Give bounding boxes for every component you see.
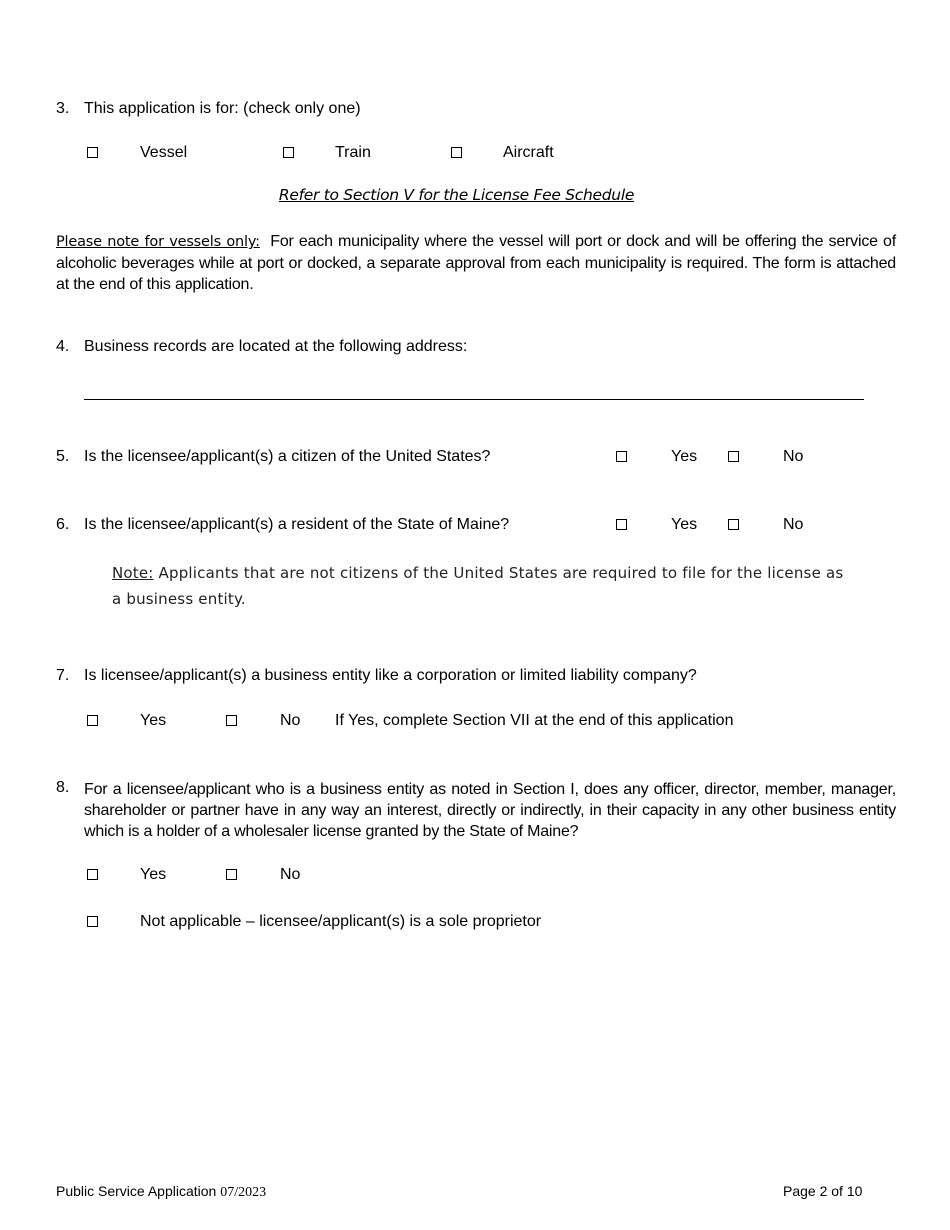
q5-no-checkbox[interactable] [728, 451, 739, 462]
citizenship-note [112, 560, 852, 612]
q5-no-label: No [783, 448, 804, 465]
q7-instruction: If Yes, complete Section VII at the end of this application [335, 712, 734, 729]
q8-yes-label: Yes [140, 866, 167, 883]
business-address-input-line[interactable] [84, 387, 864, 400]
q8-number: 8. [56, 779, 70, 796]
aircraft-label: Aircraft [503, 144, 554, 161]
q6-no-label: No [783, 516, 804, 533]
q7-number: 7. [56, 667, 70, 684]
q7-question: Is licensee/applicant(s) a business entity like a corporation or limited liability company? [84, 667, 697, 684]
vessel-note [56, 231, 896, 295]
q6-yes-checkbox[interactable] [616, 519, 627, 530]
aircraft-checkbox[interactable] [451, 147, 462, 158]
q8-na-label: Not applicable – licensee/applicant(s) is a sole proprietor [140, 913, 542, 930]
q6-yes-label: Yes [671, 516, 698, 533]
q6-number: 6. [56, 516, 70, 533]
q8-yes-checkbox[interactable] [87, 869, 98, 880]
q5-question: Is the licensee/applicant(s) a citizen of the United States? [84, 448, 491, 465]
footer-page-number: Page 2 of 10 [783, 1183, 863, 1199]
q4-question: Business records are located at the following address: [84, 338, 468, 355]
footer-date: 07/2023 [220, 1185, 267, 1200]
q6-question: Is the licensee/applicant(s) a resident of the State of Maine? [84, 516, 510, 533]
q7-no-label: No [280, 712, 301, 729]
note-label: Note: [112, 564, 154, 582]
q8-question: For a licensee/applicant who is a business entity as noted in Section I, does any officer, director, member, manager, shareholder or partner have in any way an interest, directly or indirectly, in their capacity in any other business entity which is a holder of a wholesaler license granted by the State of Maine? [84, 781, 896, 840]
q7-yes-label: Yes [140, 712, 167, 729]
q5-number: 5. [56, 448, 70, 465]
note-text: Applicants that are not citizens of the United States are required to file for the license as a business entity. [112, 564, 844, 608]
fee-schedule-reference: Refer to Section V for the License Fee Schedule [278, 186, 635, 204]
footer-form-title: Public Service Application [56, 1183, 217, 1199]
vessel-note-text: For each municipality where the vessel will port or dock and will be offering the service of alcoholic beverages while at port or docked, a separate approval from each municipality is required. The form is attached at the end of this application. [56, 233, 896, 293]
train-label: Train [335, 144, 371, 161]
q3-number: 3. [56, 100, 70, 117]
q8-no-checkbox[interactable] [226, 869, 237, 880]
q6-no-checkbox[interactable] [728, 519, 739, 530]
q8-no-label: No [280, 866, 301, 883]
vessel-checkbox[interactable] [87, 147, 98, 158]
train-checkbox[interactable] [283, 147, 294, 158]
q3-question: This application is for: (check only one) [84, 100, 361, 117]
q7-yes-checkbox[interactable] [87, 715, 98, 726]
q5-yes-label: Yes [671, 448, 698, 465]
q8-na-checkbox[interactable] [87, 916, 98, 927]
vessel-note-label: Please note for vessels only: [56, 234, 260, 250]
footer-form-name [56, 1183, 266, 1201]
q5-yes-checkbox[interactable] [616, 451, 627, 462]
q4-number: 4. [56, 338, 70, 355]
vessel-label: Vessel [140, 144, 188, 161]
q7-no-checkbox[interactable] [226, 715, 237, 726]
